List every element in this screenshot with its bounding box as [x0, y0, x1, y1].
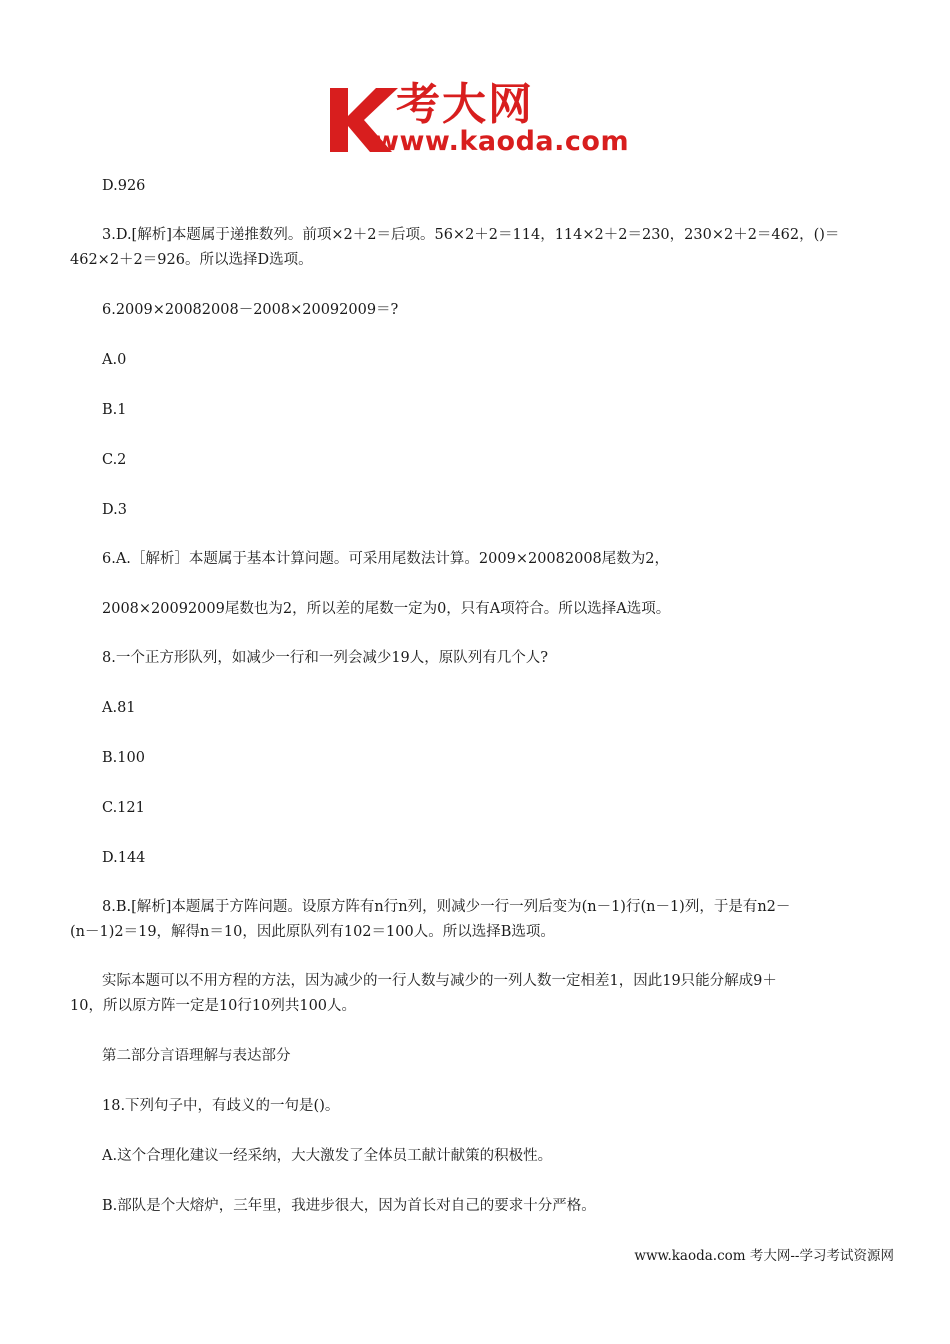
paragraph-text: 第二部分言语理解与表达部分: [102, 1048, 291, 1064]
paragraph-text: 8.一个正方形队列，如减少一行和一列会减少19人，原队列有几个人?: [102, 650, 549, 666]
paragraph-text: B.1: [102, 402, 127, 418]
paragraph-text: 18.下列句子中，有歧义的一句是()。: [102, 1098, 340, 1114]
option-line: [70, 796, 900, 821]
paragraph-text: 6.2009×20082008－2008×20092009＝?: [102, 302, 399, 318]
option-line: [70, 348, 900, 373]
paragraph-text: 3.D.[解析]本题属于递推数列。前项×2＋2＝后项。56×2＋2＝114，114×2＋2＝230，230×2＋2＝462，()＝: [102, 227, 840, 243]
paragraph-text: C.121: [102, 800, 145, 816]
option-line: [70, 174, 900, 199]
answer-explanation: [70, 223, 900, 273]
answer-explanation: [70, 547, 900, 572]
option-line: [70, 846, 900, 871]
option-line: [70, 448, 900, 473]
option-line: [70, 498, 900, 523]
paragraph-text: D.144: [102, 850, 146, 866]
paragraph-text: 462×2＋2＝926。所以选择D选项。: [70, 252, 313, 268]
paragraph-text: A.0: [102, 352, 127, 368]
paragraph-text: A.81: [102, 700, 136, 716]
option-line: [70, 746, 900, 771]
logo-url: www.kaoda.com: [374, 126, 630, 157]
answer-explanation: [70, 597, 900, 622]
paragraph-text: 实际本题可以不用方程的方法，因为减少的一行人数与减少的一列人数一定相差1，因此19只能分解成9＋: [102, 973, 777, 989]
question-line: [70, 298, 900, 323]
page-footer: www.kaoda.com 考大网--学习考试资源网: [634, 1248, 894, 1264]
option-line: [70, 1144, 900, 1169]
question-line: [70, 646, 900, 671]
paragraph-text: 10，所以原方阵一定是10行10列共100人。: [70, 998, 357, 1014]
paragraph-text: D.926: [102, 178, 146, 194]
paragraph-text: B.部队是个大熔炉，三年里，我进步很大，因为首长对自己的要求十分严格。: [102, 1198, 596, 1214]
paragraph-text: D.3: [102, 502, 127, 518]
paragraph-text: 6.A.［解析］本题属于基本计算问题。可采用尾数法计算。2009×20082008尾数为2，: [102, 551, 669, 567]
paragraph-text: 8.B.[解析]本题属于方阵问题。设原方阵有n行n列，则减少一行一列后变为(n－1)行(n－1)列，于是有n2－: [102, 899, 791, 915]
kaoda-logo: [326, 80, 646, 158]
section-heading: [70, 1044, 900, 1069]
question-line: [70, 1094, 900, 1119]
option-line: [70, 1194, 900, 1219]
paragraph-text: A.这个合理化建议一经采纳，大大激发了全体员工献计献策的积极性。: [102, 1148, 553, 1164]
answer-explanation: [70, 895, 900, 945]
paragraph-text: 2008×20092009尾数也为2，所以差的尾数一定为0，只有A项符合。所以选择A选项。: [102, 601, 671, 617]
paragraph-text: (n－1)2＝19，解得n＝10，因此原队列有102＝100人。所以选择B选项。: [70, 924, 555, 940]
logo-chinese-name: 考大网: [396, 79, 534, 130]
option-line: [70, 696, 900, 721]
paragraph-text: B.100: [102, 750, 145, 766]
answer-explanation: [70, 969, 900, 1019]
paragraph-text: C.2: [102, 452, 127, 468]
option-line: [70, 398, 900, 423]
